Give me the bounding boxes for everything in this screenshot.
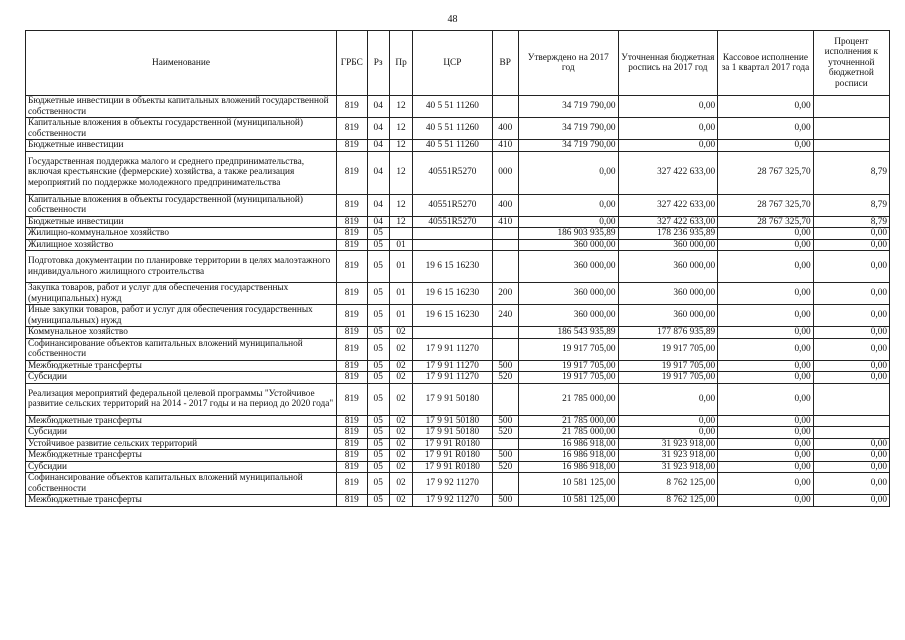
cell-grbs: 819 bbox=[337, 338, 367, 360]
cell-vr bbox=[492, 383, 518, 415]
table-row bbox=[26, 228, 890, 240]
cell-refined: 0,00 bbox=[618, 415, 718, 427]
cell-name: Подготовка документации по планировке территории в целях малоэтажного индивидуального жилищного строительства bbox=[26, 251, 337, 283]
cell-cash: 0,00 bbox=[718, 461, 814, 473]
cell-vr bbox=[492, 473, 518, 495]
cell-csr: 40 5 51 11260 bbox=[413, 118, 492, 140]
cell-cash: 0,00 bbox=[718, 305, 814, 327]
cell-percent: 0,00 bbox=[813, 283, 889, 305]
cell-approved: 19 917 705,00 bbox=[518, 372, 618, 384]
cell-approved: 16 986 918,00 bbox=[518, 438, 618, 450]
table-row bbox=[26, 427, 890, 439]
table-row bbox=[26, 450, 890, 462]
header-refined: Уточненная бюджетная роспись на 2017 год bbox=[618, 31, 718, 96]
cell-cash: 0,00 bbox=[718, 228, 814, 240]
cell-name: Жилищно-коммунальное хозяйство bbox=[26, 228, 337, 240]
cell-refined: 8 762 125,00 bbox=[618, 473, 718, 495]
cell-approved: 10 581 125,00 bbox=[518, 495, 618, 507]
cell-rz: 05 bbox=[367, 415, 389, 427]
cell-grbs: 819 bbox=[337, 415, 367, 427]
cell-csr: 17 9 91 R0180 bbox=[413, 450, 492, 462]
cell-csr bbox=[413, 239, 492, 251]
cell-vr: 410 bbox=[492, 140, 518, 152]
cell-pr: 01 bbox=[389, 239, 412, 251]
cell-csr: 17 9 91 50180 bbox=[413, 383, 492, 415]
cell-vr bbox=[492, 251, 518, 283]
cell-pr: 02 bbox=[389, 450, 412, 462]
cell-grbs: 819 bbox=[337, 473, 367, 495]
cell-approved: 186 903 935,89 bbox=[518, 228, 618, 240]
cell-vr bbox=[492, 228, 518, 240]
cell-csr: 17 9 92 11270 bbox=[413, 473, 492, 495]
cell-csr: 17 9 91 11270 bbox=[413, 372, 492, 384]
cell-pr: 01 bbox=[389, 283, 412, 305]
cell-percent: 0,00 bbox=[813, 305, 889, 327]
cell-csr: 40 5 51 11260 bbox=[413, 140, 492, 152]
cell-name: Субсидии bbox=[26, 461, 337, 473]
cell-rz: 05 bbox=[367, 338, 389, 360]
cell-pr: 02 bbox=[389, 461, 412, 473]
cell-name: Капитальные вложения в объекты государственной (муниципальной) собственности bbox=[26, 118, 337, 140]
cell-rz: 05 bbox=[367, 450, 389, 462]
cell-name: Межбюджетные трансферты bbox=[26, 495, 337, 507]
cell-cash: 0,00 bbox=[718, 473, 814, 495]
header-csr: ЦСР bbox=[413, 31, 492, 96]
cell-grbs: 819 bbox=[337, 461, 367, 473]
header-approved: Утверждено на 2017 год bbox=[518, 31, 618, 96]
cell-vr: 520 bbox=[492, 461, 518, 473]
cell-csr: 17 9 91 50180 bbox=[413, 415, 492, 427]
header-pr: Пр bbox=[389, 31, 412, 96]
cell-refined: 31 923 918,00 bbox=[618, 450, 718, 462]
table-row bbox=[26, 461, 890, 473]
cell-pr: 02 bbox=[389, 338, 412, 360]
cell-percent: 0,00 bbox=[813, 450, 889, 462]
cell-approved: 34 719 790,00 bbox=[518, 118, 618, 140]
cell-csr: 40551R5270 bbox=[413, 151, 492, 194]
table-row bbox=[26, 140, 890, 152]
cell-cash: 0,00 bbox=[718, 283, 814, 305]
cell-percent: 0,00 bbox=[813, 461, 889, 473]
cell-rz: 05 bbox=[367, 305, 389, 327]
cell-vr bbox=[492, 338, 518, 360]
cell-percent bbox=[813, 427, 889, 439]
cell-cash: 0,00 bbox=[718, 327, 814, 339]
cell-grbs: 819 bbox=[337, 327, 367, 339]
cell-vr: 400 bbox=[492, 194, 518, 216]
header-row bbox=[26, 31, 890, 96]
cell-percent: 0,00 bbox=[813, 327, 889, 339]
cell-name: Закупка товаров, работ и услуг для обеспечения государственных (муниципальных) нужд bbox=[26, 283, 337, 305]
cell-grbs: 819 bbox=[337, 383, 367, 415]
cell-name: Софинансирование объектов капитальных вложений муниципальной собственности bbox=[26, 338, 337, 360]
cell-cash: 0,00 bbox=[718, 495, 814, 507]
header-vr: ВР bbox=[492, 31, 518, 96]
cell-pr: 12 bbox=[389, 96, 412, 118]
cell-pr bbox=[389, 228, 412, 240]
cell-grbs: 819 bbox=[337, 360, 367, 372]
table-row bbox=[26, 194, 890, 216]
cell-vr: 520 bbox=[492, 372, 518, 384]
cell-refined: 177 876 935,89 bbox=[618, 327, 718, 339]
cell-grbs: 819 bbox=[337, 228, 367, 240]
cell-refined: 0,00 bbox=[618, 383, 718, 415]
cell-vr: 500 bbox=[492, 495, 518, 507]
cell-rz: 04 bbox=[367, 140, 389, 152]
cell-percent: 8,79 bbox=[813, 151, 889, 194]
cell-name: Межбюджетные трансферты bbox=[26, 415, 337, 427]
cell-csr: 17 9 91 11270 bbox=[413, 338, 492, 360]
cell-vr bbox=[492, 96, 518, 118]
cell-grbs: 819 bbox=[337, 305, 367, 327]
cell-cash: 0,00 bbox=[718, 360, 814, 372]
table-row bbox=[26, 338, 890, 360]
cell-grbs: 819 bbox=[337, 194, 367, 216]
cell-grbs: 819 bbox=[337, 495, 367, 507]
table-row bbox=[26, 372, 890, 384]
cell-csr: 17 9 91 11270 bbox=[413, 360, 492, 372]
cell-pr: 12 bbox=[389, 194, 412, 216]
cell-refined: 178 236 935,89 bbox=[618, 228, 718, 240]
cell-cash: 0,00 bbox=[718, 383, 814, 415]
cell-refined: 360 000,00 bbox=[618, 251, 718, 283]
cell-refined: 0,00 bbox=[618, 118, 718, 140]
cell-approved: 21 785 000,00 bbox=[518, 383, 618, 415]
cell-csr bbox=[413, 327, 492, 339]
table-row bbox=[26, 415, 890, 427]
cell-csr: 17 9 91 50180 bbox=[413, 427, 492, 439]
cell-approved: 0,00 bbox=[518, 151, 618, 194]
table-row bbox=[26, 305, 890, 327]
cell-rz: 05 bbox=[367, 495, 389, 507]
table-body bbox=[26, 96, 890, 507]
cell-approved: 360 000,00 bbox=[518, 239, 618, 251]
cell-refined: 327 422 633,00 bbox=[618, 151, 718, 194]
cell-percent: 0,00 bbox=[813, 495, 889, 507]
cell-name: Коммунальное хозяйство bbox=[26, 327, 337, 339]
cell-name: Софинансирование объектов капитальных вложений муниципальной собственности bbox=[26, 473, 337, 495]
cell-refined: 19 917 705,00 bbox=[618, 360, 718, 372]
header-percent: Процент исполнения к уточненной бюджетной росписи bbox=[813, 31, 889, 96]
cell-cash: 0,00 bbox=[718, 96, 814, 118]
cell-rz: 04 bbox=[367, 216, 389, 228]
cell-csr bbox=[413, 228, 492, 240]
table-row bbox=[26, 473, 890, 495]
cell-refined: 31 923 918,00 bbox=[618, 461, 718, 473]
cell-approved: 16 986 918,00 bbox=[518, 461, 618, 473]
cell-pr: 01 bbox=[389, 305, 412, 327]
cell-cash: 0,00 bbox=[718, 372, 814, 384]
cell-csr: 40 5 51 11260 bbox=[413, 96, 492, 118]
cell-pr: 02 bbox=[389, 427, 412, 439]
cell-name: Бюджетные инвестиции в объекты капитальных вложений государственной собственности bbox=[26, 96, 337, 118]
cell-rz: 05 bbox=[367, 461, 389, 473]
cell-grbs: 819 bbox=[337, 427, 367, 439]
table-row bbox=[26, 239, 890, 251]
cell-name: Государственная поддержка малого и среднего предпринимательства, включая крестьянские (фермерские) хозяйства, а также реализация мероприятий по поддержке молодежного предпринимательства bbox=[26, 151, 337, 194]
cell-approved: 186 543 935,89 bbox=[518, 327, 618, 339]
cell-rz: 05 bbox=[367, 239, 389, 251]
header-name: Наименование bbox=[26, 31, 337, 96]
cell-percent: 0,00 bbox=[813, 338, 889, 360]
table-row bbox=[26, 283, 890, 305]
cell-rz: 05 bbox=[367, 251, 389, 283]
cell-percent bbox=[813, 415, 889, 427]
header-grbs: ГРБС bbox=[337, 31, 367, 96]
cell-refined: 360 000,00 bbox=[618, 305, 718, 327]
cell-rz: 04 bbox=[367, 118, 389, 140]
cell-grbs: 819 bbox=[337, 216, 367, 228]
cell-vr: 500 bbox=[492, 360, 518, 372]
cell-grbs: 819 bbox=[337, 372, 367, 384]
table-row bbox=[26, 360, 890, 372]
cell-percent: 0,00 bbox=[813, 251, 889, 283]
cell-cash: 0,00 bbox=[718, 251, 814, 283]
cell-csr: 40551R5270 bbox=[413, 216, 492, 228]
cell-cash: 0,00 bbox=[718, 450, 814, 462]
cell-vr bbox=[492, 327, 518, 339]
table-row bbox=[26, 495, 890, 507]
cell-approved: 360 000,00 bbox=[518, 283, 618, 305]
cell-approved: 19 917 705,00 bbox=[518, 338, 618, 360]
cell-percent: 0,00 bbox=[813, 372, 889, 384]
header-cash: Кассовое исполнение за 1 квартал 2017 года bbox=[718, 31, 814, 96]
cell-pr: 02 bbox=[389, 473, 412, 495]
cell-percent: 0,00 bbox=[813, 473, 889, 495]
cell-pr: 02 bbox=[389, 438, 412, 450]
cell-cash: 0,00 bbox=[718, 338, 814, 360]
cell-percent bbox=[813, 96, 889, 118]
cell-pr: 12 bbox=[389, 140, 412, 152]
table-row bbox=[26, 216, 890, 228]
cell-name: Капитальные вложения в объекты государственной (муниципальной) собственности bbox=[26, 194, 337, 216]
budget-table bbox=[25, 30, 890, 507]
cell-approved: 10 581 125,00 bbox=[518, 473, 618, 495]
table-row bbox=[26, 118, 890, 140]
cell-cash: 0,00 bbox=[718, 438, 814, 450]
cell-rz: 05 bbox=[367, 383, 389, 415]
cell-pr: 12 bbox=[389, 151, 412, 194]
cell-refined: 0,00 bbox=[618, 427, 718, 439]
table-row bbox=[26, 438, 890, 450]
cell-approved: 21 785 000,00 bbox=[518, 427, 618, 439]
cell-name: Межбюджетные трансферты bbox=[26, 360, 337, 372]
cell-grbs: 819 bbox=[337, 239, 367, 251]
cell-csr: 40551R5270 bbox=[413, 194, 492, 216]
cell-pr: 12 bbox=[389, 118, 412, 140]
cell-percent: 0,00 bbox=[813, 228, 889, 240]
cell-vr: 400 bbox=[492, 118, 518, 140]
cell-pr: 02 bbox=[389, 327, 412, 339]
cell-grbs: 819 bbox=[337, 96, 367, 118]
table-row bbox=[26, 383, 890, 415]
cell-pr: 02 bbox=[389, 415, 412, 427]
cell-name: Межбюджетные трансферты bbox=[26, 450, 337, 462]
cell-cash: 0,00 bbox=[718, 140, 814, 152]
table-row bbox=[26, 96, 890, 118]
cell-pr: 12 bbox=[389, 216, 412, 228]
cell-approved: 21 785 000,00 bbox=[518, 415, 618, 427]
cell-percent bbox=[813, 383, 889, 415]
cell-pr: 02 bbox=[389, 360, 412, 372]
cell-percent: 8,79 bbox=[813, 194, 889, 216]
cell-cash: 0,00 bbox=[718, 118, 814, 140]
cell-refined: 0,00 bbox=[618, 96, 718, 118]
cell-pr: 02 bbox=[389, 383, 412, 415]
cell-grbs: 819 bbox=[337, 450, 367, 462]
cell-pr: 02 bbox=[389, 372, 412, 384]
cell-rz: 05 bbox=[367, 438, 389, 450]
cell-name: Субсидии bbox=[26, 427, 337, 439]
cell-name: Жилищное хозяйство bbox=[26, 239, 337, 251]
cell-name: Устойчивое развитие сельских территорий bbox=[26, 438, 337, 450]
cell-cash: 0,00 bbox=[718, 415, 814, 427]
cell-refined: 19 917 705,00 bbox=[618, 372, 718, 384]
cell-cash: 28 767 325,70 bbox=[718, 151, 814, 194]
cell-rz: 04 bbox=[367, 151, 389, 194]
header-rz: Рз bbox=[367, 31, 389, 96]
cell-rz: 05 bbox=[367, 327, 389, 339]
cell-grbs: 819 bbox=[337, 283, 367, 305]
cell-percent bbox=[813, 118, 889, 140]
cell-percent: 0,00 bbox=[813, 239, 889, 251]
cell-vr bbox=[492, 438, 518, 450]
cell-grbs: 819 bbox=[337, 118, 367, 140]
cell-vr bbox=[492, 239, 518, 251]
cell-rz: 05 bbox=[367, 473, 389, 495]
cell-refined: 327 422 633,00 bbox=[618, 194, 718, 216]
cell-name: Бюджетные инвестиции bbox=[26, 216, 337, 228]
cell-percent bbox=[813, 140, 889, 152]
cell-csr: 19 6 15 16230 bbox=[413, 251, 492, 283]
cell-approved: 0,00 bbox=[518, 194, 618, 216]
cell-csr: 17 9 91 R0180 bbox=[413, 461, 492, 473]
cell-vr: 520 bbox=[492, 427, 518, 439]
cell-approved: 34 719 790,00 bbox=[518, 140, 618, 152]
cell-refined: 0,00 bbox=[618, 140, 718, 152]
cell-rz: 05 bbox=[367, 228, 389, 240]
cell-vr: 200 bbox=[492, 283, 518, 305]
page-number: 48 bbox=[447, 14, 458, 25]
cell-approved: 19 917 705,00 bbox=[518, 360, 618, 372]
cell-refined: 19 917 705,00 bbox=[618, 338, 718, 360]
cell-csr: 17 9 91 R0180 bbox=[413, 438, 492, 450]
cell-pr: 01 bbox=[389, 251, 412, 283]
table-row bbox=[26, 151, 890, 194]
cell-percent: 0,00 bbox=[813, 360, 889, 372]
cell-csr: 19 6 15 16230 bbox=[413, 283, 492, 305]
cell-vr: 500 bbox=[492, 415, 518, 427]
cell-rz: 04 bbox=[367, 96, 389, 118]
cell-name: Бюджетные инвестиции bbox=[26, 140, 337, 152]
cell-vr: 240 bbox=[492, 305, 518, 327]
table-row bbox=[26, 327, 890, 339]
cell-rz: 05 bbox=[367, 372, 389, 384]
cell-vr: 000 bbox=[492, 151, 518, 194]
cell-cash: 0,00 bbox=[718, 427, 814, 439]
cell-percent: 8,79 bbox=[813, 216, 889, 228]
cell-vr: 410 bbox=[492, 216, 518, 228]
cell-pr: 02 bbox=[389, 495, 412, 507]
cell-approved: 0,00 bbox=[518, 216, 618, 228]
cell-approved: 360 000,00 bbox=[518, 251, 618, 283]
cell-refined: 360 000,00 bbox=[618, 283, 718, 305]
cell-rz: 05 bbox=[367, 360, 389, 372]
cell-csr: 17 9 92 11270 bbox=[413, 495, 492, 507]
cell-name: Иные закупки товаров, работ и услуг для обеспечения государственных (муниципальных) нужд bbox=[26, 305, 337, 327]
cell-rz: 04 bbox=[367, 194, 389, 216]
cell-refined: 327 422 633,00 bbox=[618, 216, 718, 228]
cell-cash: 0,00 bbox=[718, 239, 814, 251]
cell-rz: 05 bbox=[367, 427, 389, 439]
cell-approved: 360 000,00 bbox=[518, 305, 618, 327]
cell-cash: 28 767 325,70 bbox=[718, 194, 814, 216]
cell-percent: 0,00 bbox=[813, 438, 889, 450]
cell-grbs: 819 bbox=[337, 251, 367, 283]
cell-grbs: 819 bbox=[337, 151, 367, 194]
cell-refined: 360 000,00 bbox=[618, 239, 718, 251]
cell-grbs: 819 bbox=[337, 140, 367, 152]
cell-refined: 8 762 125,00 bbox=[618, 495, 718, 507]
cell-approved: 34 719 790,00 bbox=[518, 96, 618, 118]
cell-refined: 31 923 918,00 bbox=[618, 438, 718, 450]
cell-vr: 500 bbox=[492, 450, 518, 462]
cell-approved: 16 986 918,00 bbox=[518, 450, 618, 462]
table-row bbox=[26, 251, 890, 283]
cell-rz: 05 bbox=[367, 283, 389, 305]
cell-grbs: 819 bbox=[337, 438, 367, 450]
cell-name: Реализация мероприятий федеральной целевой программы "Устойчивое развитие сельских территорий на 2014 - 2017 годы и на период до 2020 года" bbox=[26, 383, 337, 415]
cell-cash: 28 767 325,70 bbox=[718, 216, 814, 228]
cell-name: Субсидии bbox=[26, 372, 337, 384]
cell-csr: 19 6 15 16230 bbox=[413, 305, 492, 327]
